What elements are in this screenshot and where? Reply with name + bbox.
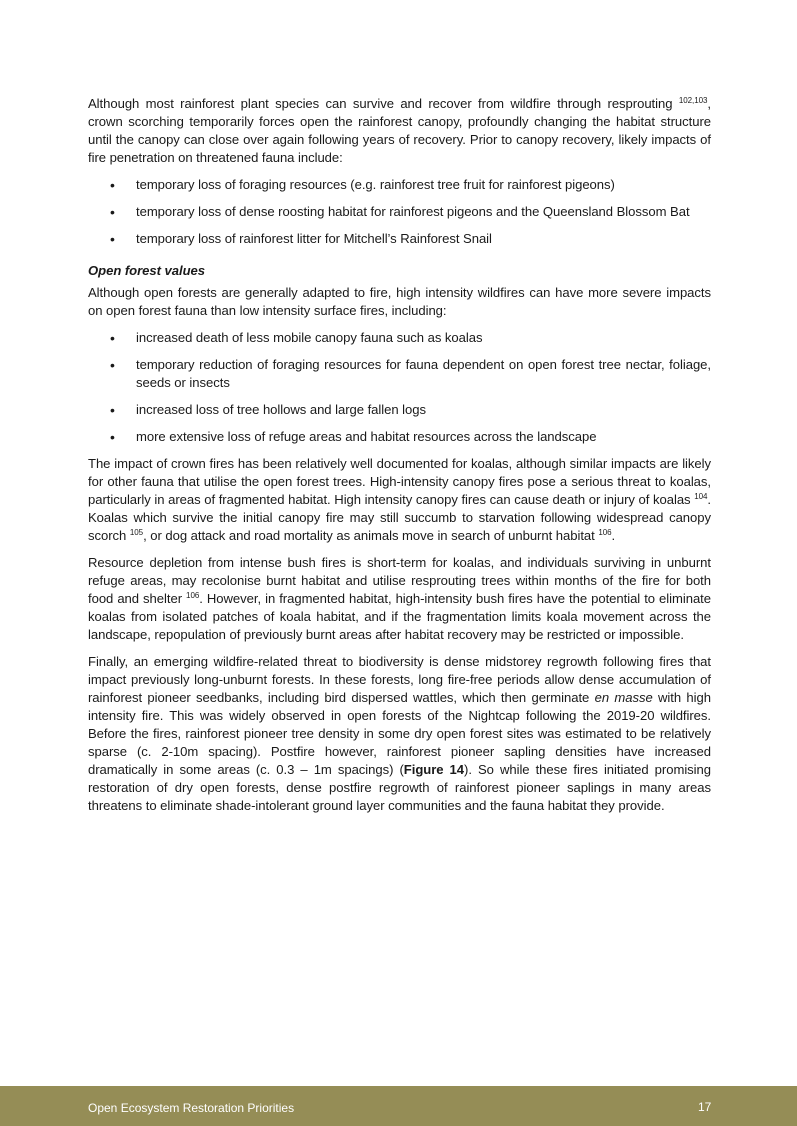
section-heading-open-forest: Open forest values	[88, 263, 205, 278]
italic-term: en masse	[594, 690, 653, 705]
text-run: Finally, an emerging wildfire-related threat to biodiversity is dense midstorey regrowth following fires that impact previously long-unburnt forests. In these forests, long fire-free periods allow dense accumulation of rainforest pioneer seedbanks, including bird dispersed wattles, which then germinate	[88, 654, 711, 705]
paragraph-midstorey-regrowth	[88, 653, 711, 815]
footer-document-title: Open Ecosystem Restoration Priorities	[88, 1101, 295, 1115]
paragraph-open-forest-intro: Although open forests are generally adapted to fire, high intensity wildfires can have more severe impacts on open forest fauna than low intensity surface fires, including:	[88, 285, 711, 318]
citation-superscript: 106	[598, 528, 612, 537]
list-item: • temporary loss of dense roosting habitat for rainforest pigeons and the Queensland Blossom Bat	[88, 203, 711, 221]
text-run: Resource depletion from intense bush fires is short-term for koalas, and individuals surviving in unburnt refuge areas, may recolonise burnt habitat and utilise resprouting trees within months of the fire for both food and shelter	[88, 555, 711, 606]
page-footer	[0, 1086, 797, 1126]
text-run: with high intensity fire. This was widely observed in open forests of the Nightcap following the 2019-20 wildfires. Before the fires, rainforest pioneer tree density in some dry open forest sites was estimated to be relatively sparse (c. 2-10m spacing). Postfire however, rainforest pioneer sapling densities have increased dramatically in some areas (c. 0.3 – 1m spacings) (	[88, 690, 711, 777]
text-run: The impact of crown fires has been relatively well documented for koalas, although similar impacts are likely for other fauna that utilise the open forest trees. High-intensity canopy fires pose a serious threat to koalas, particularly in areas of fragmented habitat. High intensity canopy fires can cause death or injury of koalas	[88, 456, 711, 507]
paragraph-resource-depletion	[88, 554, 711, 644]
citation-superscript: 106	[186, 591, 200, 600]
paragraph-crown-fires-koalas	[88, 455, 711, 545]
text-run: , crown scorching temporarily forces open the rainforest canopy, profoundly changing the habitat structure until the canopy can close over again following years of recovery. Prior to canopy recovery, likely impacts of fire penetration on threatened fauna include:	[88, 96, 711, 165]
list-item: • increased loss of tree hollows and large fallen logs	[88, 401, 711, 419]
citation-superscript: 105	[129, 528, 144, 537]
list-item: • more extensive loss of refuge areas and habitat resources across the landscape	[88, 428, 711, 446]
paragraph-rainforest-impacts	[88, 95, 711, 167]
list-item: • temporary reduction of foraging resources for fauna dependent on open forest tree nectar, foliage, seeds or insects	[88, 356, 711, 392]
text-run: Although most rainforest plant species can survive and recover from wildfire through resprouting	[88, 96, 679, 111]
text-run: , or dog attack and road mortality as animals move in search of unburnt habitat	[143, 528, 599, 543]
citation-superscript: 104	[694, 492, 708, 501]
text-run: ). So while these fires initiated promising restoration of dry open forests, dense postfire regrowth of rainforest pioneer saplings in many areas threatens to eliminate shade-intolerant ground layer communities and the fauna habitat they provide.	[88, 762, 711, 813]
citation-superscript: 102,103	[678, 96, 708, 105]
page-number: 17	[698, 1100, 712, 1114]
list-item: • increased death of less mobile canopy fauna such as koalas	[88, 329, 711, 347]
figure-reference: Figure 14	[403, 762, 465, 777]
list-item: • temporary loss of foraging resources (e.g. rainforest tree fruit for rainforest pigeons)	[88, 176, 711, 194]
rainforest-impacts-list	[88, 176, 711, 248]
text-run: . However, in fragmented habitat, high-intensity bush fires have the potential to eliminate koalas from isolated patches of koala habitat, and if the fragmentation limits koala movement across the landscape, repopulation of previously burnt areas after habitat recovery may be restricted or impossible.	[88, 591, 712, 642]
page-body	[88, 95, 711, 815]
list-item: • temporary loss of rainforest litter for Mitchell’s Rainforest Snail	[88, 230, 711, 248]
open-forest-impacts-list	[88, 329, 711, 446]
text-run: .	[611, 528, 616, 543]
text-run: . Koalas which survive the initial canopy fire may still succumb to starvation following widespread canopy scorch	[88, 492, 711, 543]
